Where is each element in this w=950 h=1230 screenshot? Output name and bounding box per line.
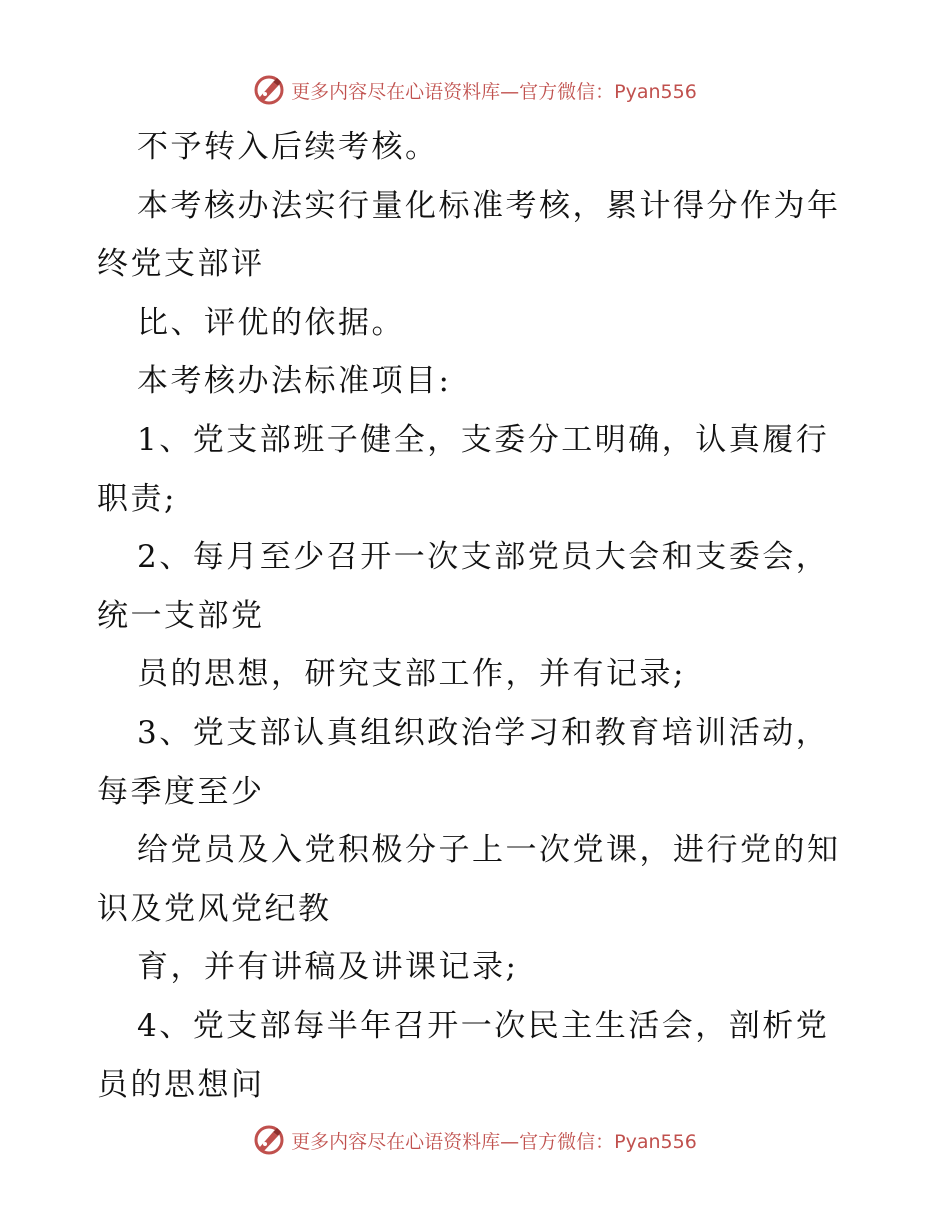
text-line: 3、党支部认真组织政治学习和教育培训活动， [137, 714, 830, 751]
text-line: 本考核办法实行量化标准考核，累计得分作为年 [137, 187, 841, 224]
text-line: 员的思想问 [97, 1066, 265, 1103]
document-body [97, 118, 867, 1114]
footer-banner [0, 1120, 950, 1160]
text-line: 统一支部党 [97, 597, 265, 634]
pen-nib-logo-icon [253, 74, 285, 106]
text-line: 育，并有讲稿及讲课记录; [137, 949, 519, 986]
text-line: 识及党风党纪教 [97, 890, 332, 927]
text-line: 职责; [97, 480, 177, 517]
header-banner-text: 更多内容尽在心语资料库—官方微信：Pyan556 [291, 80, 697, 103]
text-line: 2、每月至少召开一次支部党员大会和支委会， [137, 539, 830, 576]
text-line: 每季度至少 [97, 773, 265, 810]
text-line: 比、评优的依据。 [137, 304, 405, 341]
text-line: 本考核办法标准项目: [137, 363, 452, 400]
text-line: 1、党支部班子健全，支委分工明确，认真履行 [137, 421, 830, 458]
text-line: 给党员及入党积极分子上一次党课，进行党的知 [137, 832, 841, 869]
header-banner [0, 70, 950, 110]
text-line: 4、党支部每半年召开一次民主生活会，剖析党 [137, 1007, 830, 1044]
text-line: 终党支部评 [97, 246, 265, 283]
footer-banner-text: 更多内容尽在心语资料库—官方微信：Pyan556 [291, 1130, 697, 1153]
text-line: 不予转入后续考核。 [137, 129, 439, 165]
pen-nib-logo-icon [253, 1124, 285, 1156]
text-line: 员的思想，研究支部工作，并有记录; [137, 656, 686, 693]
